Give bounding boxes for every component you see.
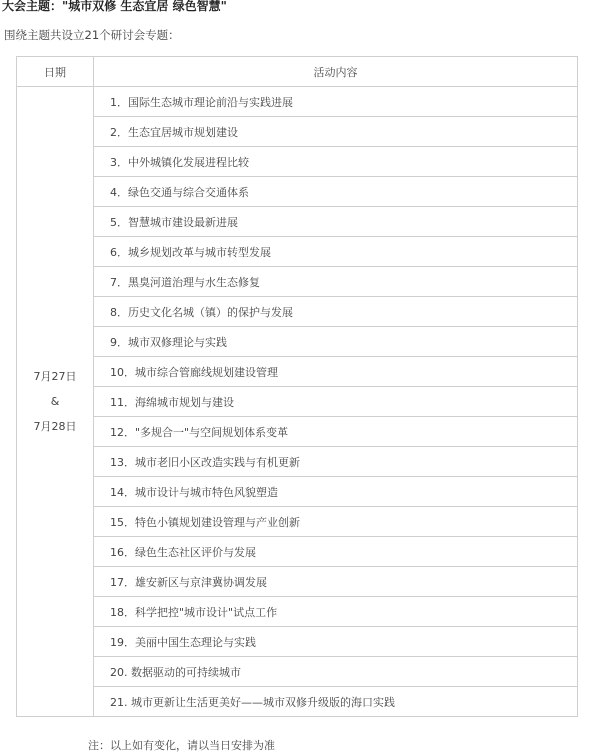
table-row bbox=[17, 477, 578, 507]
table-row bbox=[17, 537, 578, 567]
date-line: 7月27日 bbox=[33, 370, 77, 383]
activity-item: 9．城市双修理论与实践 bbox=[94, 327, 578, 357]
activity-item: 7．黑臭河道治理与水生态修复 bbox=[94, 267, 578, 297]
footnote: 注：以上如有变化，请以当日安排为准 bbox=[88, 739, 275, 752]
table-row bbox=[17, 327, 578, 357]
date-line: 7月28日 bbox=[33, 420, 77, 433]
table-row bbox=[17, 297, 578, 327]
activity-item: 6．城乡规划改革与城市转型发展 bbox=[94, 237, 578, 267]
table-row bbox=[17, 507, 578, 537]
activity-item: 1．国际生态城市理论前沿与实践进展 bbox=[94, 87, 578, 117]
table-row bbox=[17, 447, 578, 477]
table-row bbox=[17, 207, 578, 237]
table-row bbox=[17, 387, 578, 417]
activity-item: 10．城市综合管廊线规划建设管理 bbox=[94, 357, 578, 387]
activity-item: 13．城市老旧小区改造实践与有机更新 bbox=[94, 447, 578, 477]
header-date: 日期 bbox=[17, 57, 94, 87]
activity-item: 16．绿色生态社区评价与发展 bbox=[94, 537, 578, 567]
activity-item: 18．科学把控"城市设计"试点工作 bbox=[94, 597, 578, 627]
agenda-table bbox=[16, 56, 578, 717]
table-row bbox=[17, 177, 578, 207]
table-row bbox=[17, 597, 578, 627]
activity-item: 17．雄安新区与京津冀协调发展 bbox=[94, 567, 578, 597]
activity-item: 21. 城市更新让生活更美好——城市双修升级版的海口实践 bbox=[94, 687, 578, 717]
date-line: & bbox=[50, 395, 60, 408]
table-row bbox=[17, 687, 578, 717]
activity-item: 12．"多规合一"与空间规划体系变革 bbox=[94, 417, 578, 447]
activity-item: 2．生态宜居城市规划建设 bbox=[94, 117, 578, 147]
date-cell bbox=[17, 87, 94, 717]
intro-text: 围绕主题共设立21个研讨会专题： bbox=[4, 28, 180, 42]
activity-item: 8．历史文化名城（镇）的保护与发展 bbox=[94, 297, 578, 327]
table-row bbox=[17, 417, 578, 447]
activity-item: 15．特色小镇规划建设管理与产业创新 bbox=[94, 507, 578, 537]
table-row bbox=[17, 267, 578, 297]
activity-item: 20. 数据驱动的可持续城市 bbox=[94, 657, 578, 687]
activity-item: 14．城市设计与城市特色风貌塑造 bbox=[94, 477, 578, 507]
activity-item: 3．中外城镇化发展进程比较 bbox=[94, 147, 578, 177]
table-row bbox=[17, 147, 578, 177]
table-row bbox=[17, 87, 578, 117]
table-row bbox=[17, 117, 578, 147]
activity-item: 11．海绵城市规划与建设 bbox=[94, 387, 578, 417]
activity-item: 19．美丽中国生态理论与实践 bbox=[94, 627, 578, 657]
activity-item: 5．智慧城市建设最新进展 bbox=[94, 207, 578, 237]
table-row bbox=[17, 657, 578, 687]
table-row bbox=[17, 567, 578, 597]
table-header-row bbox=[17, 57, 578, 87]
table-row bbox=[17, 627, 578, 657]
header-activity: 活动内容 bbox=[94, 57, 578, 87]
table-row bbox=[17, 237, 578, 267]
table-row bbox=[17, 357, 578, 387]
conference-theme-title: 大会主题："城市双修 生态宜居 绿色智慧" bbox=[2, 0, 227, 13]
activity-item: 4．绿色交通与综合交通体系 bbox=[94, 177, 578, 207]
